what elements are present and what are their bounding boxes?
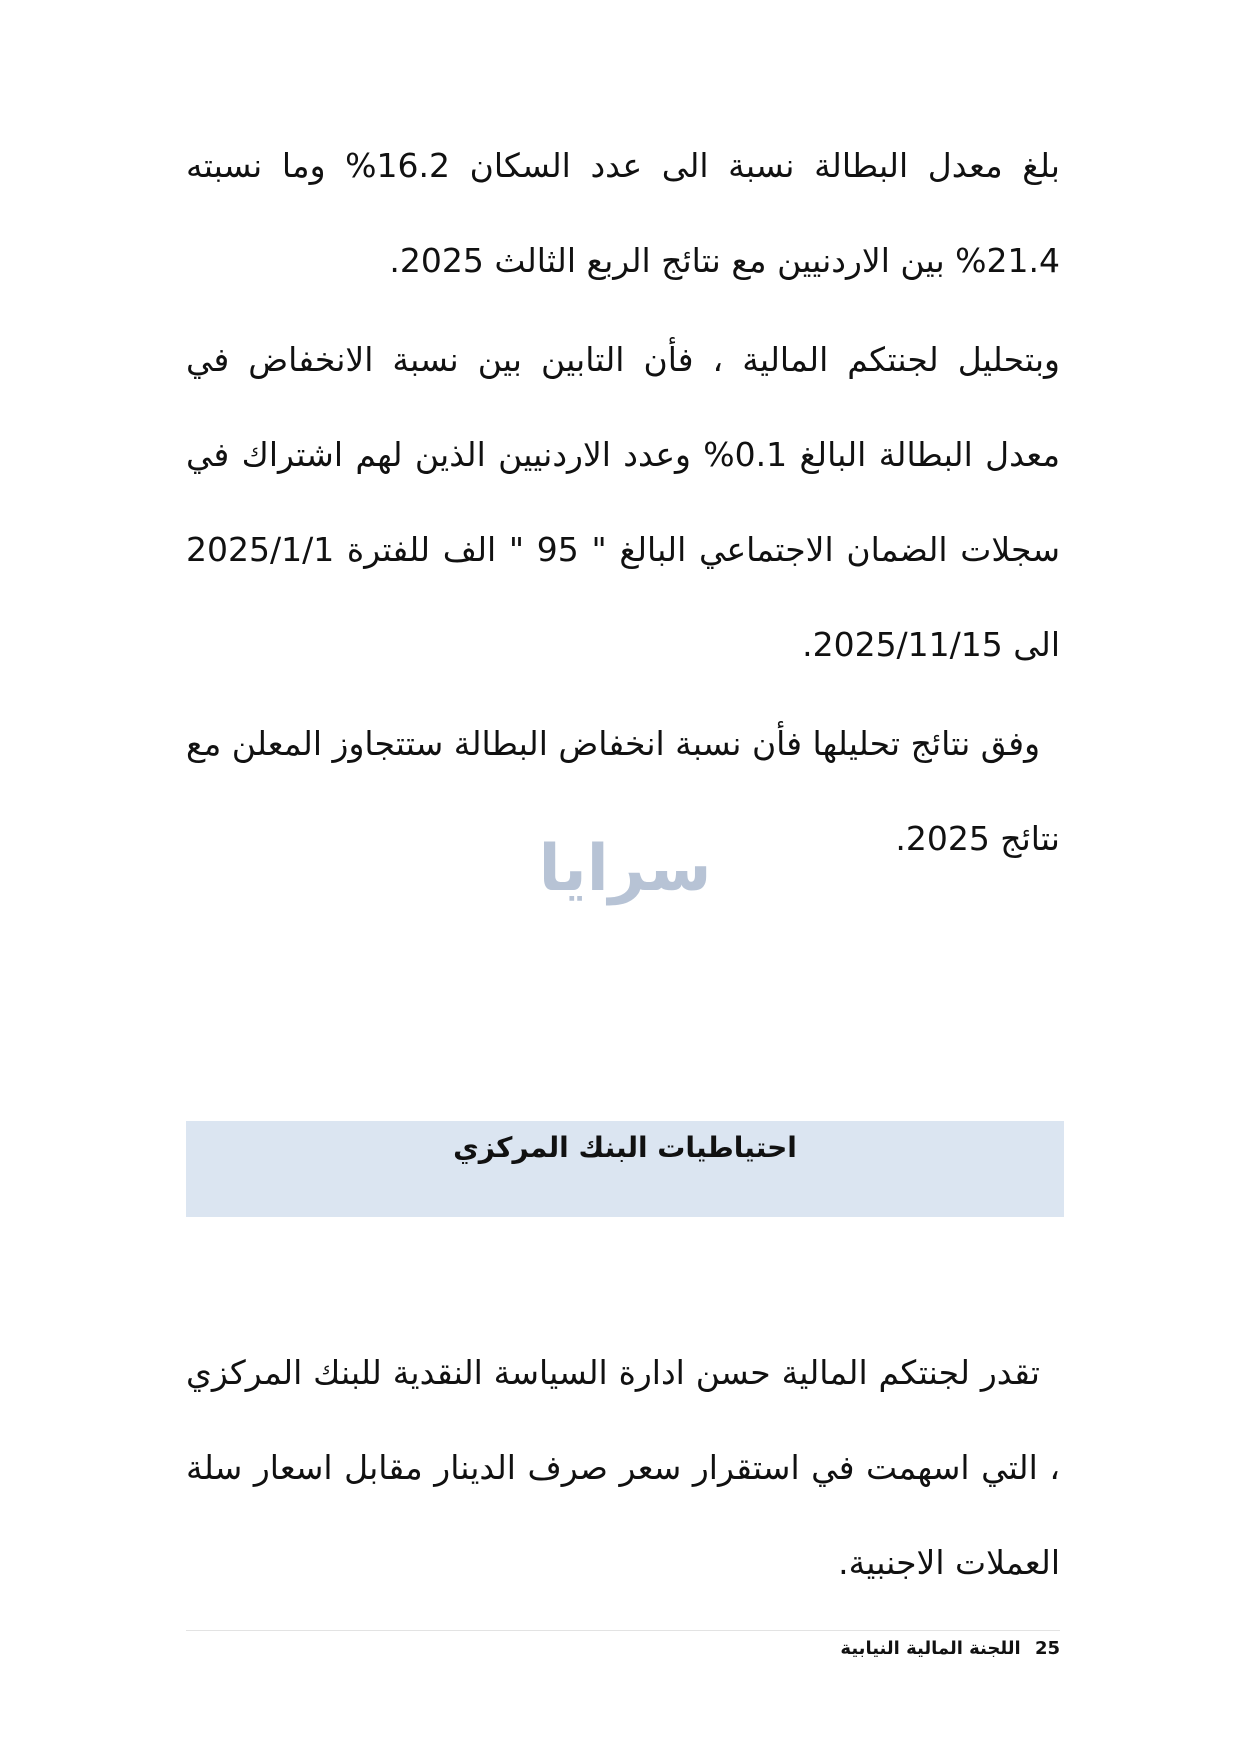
section-body [186,1325,1060,1614]
section-heading: احتياطيات البنك المركزي [453,1131,797,1164]
paragraph-central-bank: تقدر لجنتكم المالية حسن ادارة السياسة النقدية للبنك المركزي ، التي اسهمت في استقرار سعر صرف الدينار مقابل اسعار سلة العملات الاجنبية. [186,1353,1060,1582]
section-heading-band [186,1121,1064,1217]
document-body [186,118,1060,890]
page-footer [840,1638,1060,1659]
watermark-text: سرايا [538,832,712,906]
paragraph-unemployment-rate: بلغ معدل البطالة نسبة الى عدد السكان 16.2% وما نسبته 21.4% بين الاردنيين مع نتائج الربع الثالث 2025. [186,146,1060,280]
footer-divider [186,1630,1060,1631]
page-number: 25 [1034,1638,1060,1659]
paragraph-forecast: وفق نتائج تحليلها فأن نسبة انخفاض البطالة ستتجاوز المعلن مع نتائج 2025. [186,724,1060,858]
footer-label: اللجنة المالية النيابية [840,1638,1021,1659]
paragraph-analysis: وبتحليل لجنتكم المالية ، فأن التابين بين نسبة الانخفاض في معدل البطالة البالغ 0.1% وعدد الاردنيين الذين لهم اشتراك في سجلات الضمان الاجتماعي البالغ " 95 " الف للفترة 2025/1/1 الى 2025/11/15. [186,340,1060,664]
